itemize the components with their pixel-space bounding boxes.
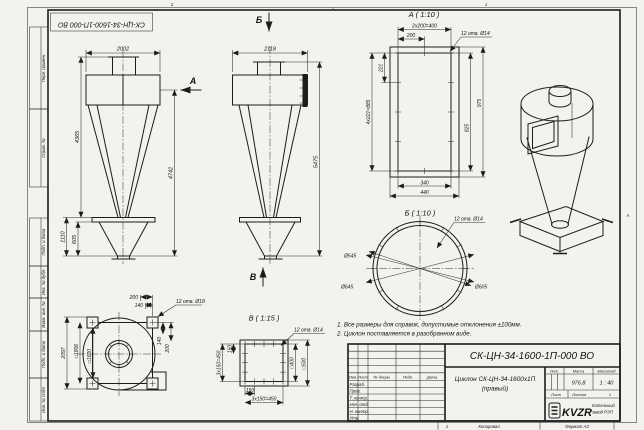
view-a-title: А ( 1:10 ): [408, 10, 440, 19]
tb-mass-value: 976,8: [571, 380, 586, 387]
plan-view: [61, 295, 205, 396]
footer-zone: 1: [445, 423, 449, 429]
dim-200-a: 200: [406, 33, 416, 39]
tb-col-doc: № докум.: [373, 374, 391, 380]
base-box: [520, 207, 603, 238]
tb-row-razrab: Разраб.: [349, 381, 366, 387]
dim-plan-200r: 200: [165, 344, 171, 353]
holes-note-b: 12 отв. Ø14: [454, 216, 483, 223]
dim-v-400: □400: [289, 357, 296, 369]
tb-col-izm: Изм.: [348, 374, 358, 380]
footer-format: Формат А3: [565, 423, 589, 429]
footer-copied: Копировал: [478, 423, 500, 429]
margin-label-podp-data-2: Подп. и дата: [41, 341, 47, 368]
dim-v-3x150l: 3x150=450: [216, 350, 223, 376]
view-b-title: Б ( 1:10 ): [404, 208, 436, 218]
dim-340: 340: [420, 180, 429, 187]
note-line-2: 2. Циклон поставляется в разобранном виде.: [337, 330, 472, 338]
dim-545: Ø545: [344, 253, 357, 260]
dim-440: 440: [420, 190, 429, 196]
dim-plan-140t: 140: [134, 303, 143, 309]
tb-row-prov: Пров.: [349, 388, 361, 394]
corner-stamp-code: СК-ЦН-34-1600-1П-000 ВО: [58, 20, 145, 28]
margin-label-podp-data-1: Подп. и дата: [41, 228, 47, 256]
tb-list-label: Лист: [550, 392, 562, 397]
margin-column: [30, 27, 49, 421]
tb-mass-label: Масса: [572, 368, 585, 374]
tb-listov-value: 1: [608, 392, 612, 397]
detail-view-a: [366, 10, 492, 198]
dim-605: 605: [72, 234, 78, 245]
detail-view-b: [340, 209, 487, 322]
zone-number-top: 2: [170, 2, 174, 7]
margin-label-inv-podl: Инв. № подл.: [41, 386, 47, 413]
dim-825: 825: [464, 123, 471, 133]
tb-row-tkontr: Т. контр.: [349, 395, 369, 401]
side-view: [233, 13, 323, 286]
dim-plan-200t: 200: [129, 295, 138, 301]
tb-designation: СК-ЦН-34-1600-1П-000 ВО: [469, 351, 595, 362]
front-view: [61, 47, 202, 265]
dim-2118: 2118: [264, 46, 276, 53]
company-logo: [549, 403, 615, 419]
isometric-view: [510, 86, 613, 254]
dim-5475: 5475: [313, 155, 320, 169]
view-letter-a: А: [189, 76, 197, 86]
dim-605: Ø605: [475, 284, 488, 291]
dim-plan-140r: 140: [157, 336, 163, 346]
margin-label-sprav: Справ. №: [41, 138, 47, 158]
view-letter-v: В: [249, 272, 257, 282]
tb-lit-label: Лит.: [549, 368, 560, 374]
dim-645: Ø645: [341, 284, 354, 291]
tb-product-line1: Циклон СК-ЦН-34-1600х1П: [454, 376, 536, 383]
view-letter-b: Б: [255, 15, 263, 25]
dim-4x221: 4x221=885: [366, 99, 372, 125]
logo-text: KVZR: [562, 407, 592, 419]
dim-2x200: 2x200=400: [412, 23, 437, 30]
dim-v-500: □500: [301, 357, 308, 370]
tb-row-utv: Утв.: [349, 415, 360, 421]
view-v-title: В ( 1:15 ): [248, 313, 280, 323]
tb-listov-label: Листов: [572, 392, 587, 397]
notes: [336, 322, 522, 338]
company-line1: Котельный: [592, 403, 615, 408]
tb-row-nkontr: Н. контр.: [349, 408, 369, 414]
dim-4742: 4742: [168, 166, 175, 180]
title-block: [348, 344, 620, 421]
zone-number-top2: 1: [484, 2, 488, 7]
tb-row-nachotd: Нач. отд.: [349, 402, 369, 408]
dim-4365: 4365: [75, 130, 81, 144]
dim-2002: 2002: [116, 46, 130, 53]
dim-v-3x150b: 3x150=450: [251, 396, 277, 403]
dim-975: 975: [477, 98, 483, 108]
dim-221: 221: [378, 63, 385, 73]
tb-col-podp: Подп.: [402, 374, 414, 380]
dim-1806: □1806: [74, 343, 80, 359]
dim-v-150l: 150: [227, 344, 234, 354]
tb-scale-label: Масштаб: [597, 368, 616, 374]
dim-1600: □1600: [87, 348, 93, 364]
margin-label-inv-dubl: Инв. № дубл.: [41, 268, 47, 296]
tb-col-list: Лист: [357, 374, 369, 380]
tb-col-data: Дата: [426, 374, 438, 380]
holes-note-v: 12 отв. Ø14: [294, 327, 323, 334]
detail-view-v: [217, 314, 326, 405]
tb-product-line2: (правый): [481, 385, 509, 393]
dim-v-150b: 150: [245, 388, 255, 394]
holes-note-plan: 12 отв. Ø18: [176, 299, 205, 305]
dim-1110: 1110: [60, 231, 67, 243]
holes-note-a: 12 отв. Ø14: [461, 31, 490, 37]
margin-label-perv-primen: Перв. примен.: [41, 53, 47, 83]
footer-strip: [438, 423, 614, 430]
margin-label-vzam-inv: Взам. инв. №: [41, 301, 47, 328]
tb-scale-value: 1 : 40: [599, 380, 614, 387]
zone-letter-right: А: [626, 213, 630, 218]
dim-2097: 2097: [61, 347, 67, 359]
bolt-holes-v: [242, 341, 286, 385]
note-line-1: 1. Все размеры для справок, допустимые отклонения ±100мм.: [337, 321, 522, 329]
corner-stamp: [51, 13, 153, 31]
company-line2: завод РЭП: [592, 409, 613, 415]
bolt-holes-a: [395, 50, 454, 174]
